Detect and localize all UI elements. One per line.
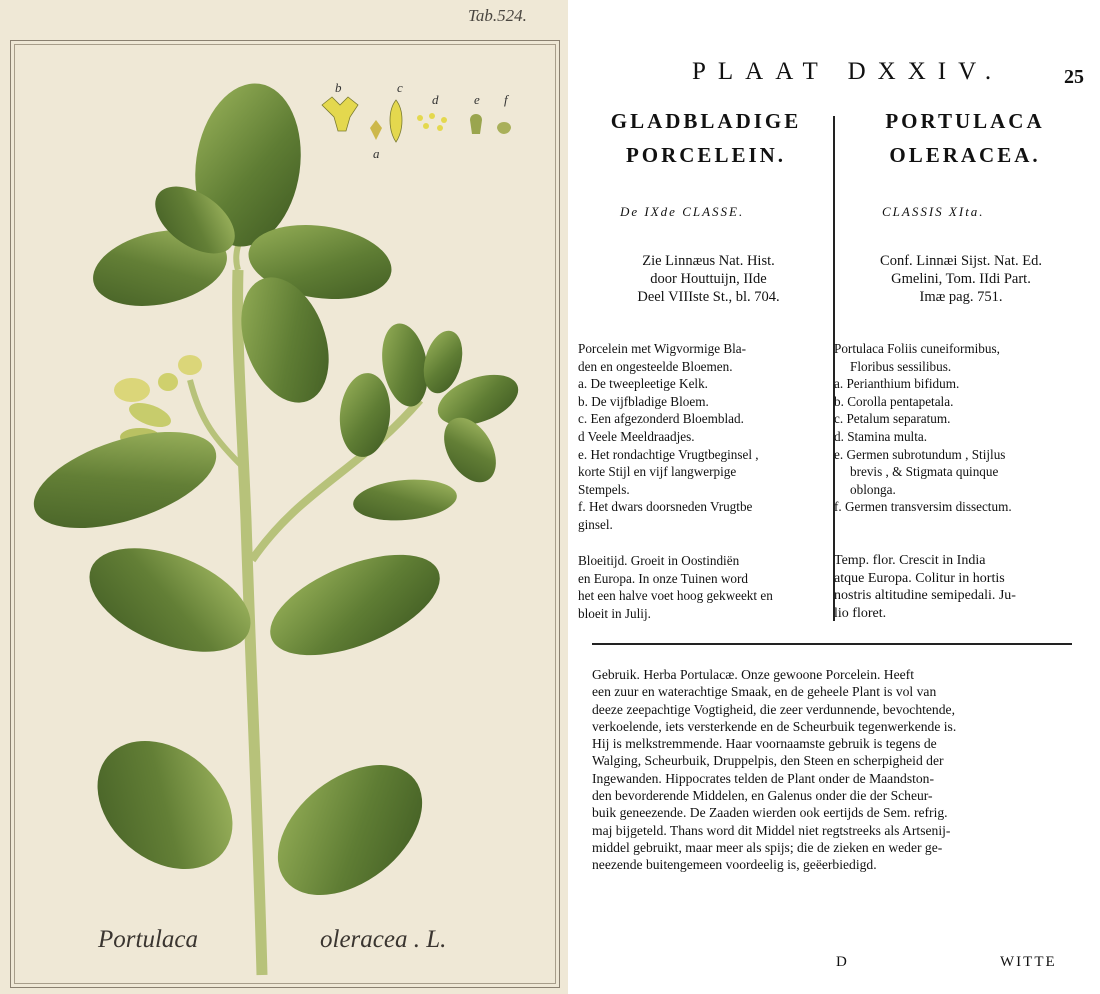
leaf [351, 476, 458, 525]
text-page [568, 0, 1100, 994]
detail-letter-c: c [397, 80, 403, 95]
usage-line: Gebruik. Herba Portulacæ. Onze gewoone Porcelein. Heeft [592, 667, 914, 682]
dutch-desc-line: korte Stijl en vijf langwerpige [578, 464, 737, 480]
latin-ref-line: Conf. Linnæi Sijst. Nat. Ed. [880, 253, 1042, 269]
detail-letter-e: e [474, 92, 480, 107]
dutch-bloei-line: het een halve voet hoog gekweekt en [578, 588, 773, 604]
leaf [336, 371, 393, 459]
usage-paragraph [592, 666, 1076, 874]
dutch-ref-line: Deel VIIIste St., bl. 704. [637, 289, 780, 305]
latin-ref-line: Imæ pag. 751. [919, 289, 1003, 305]
detail-letter-d: d [432, 92, 439, 107]
dutch-ref-line: door Houttuijn, IIde [650, 271, 767, 287]
dutch-desc-line: f. Het dwars doorsneden Vrugtbe [578, 499, 753, 515]
latin-ref-line: Gmelini, Tom. IIdi Part. [891, 271, 1031, 287]
dutch-desc-line: a. De tweeplеetige Kelk. [578, 376, 708, 392]
dutch-desc-line: Porcelein met Wigvormige Bla- [578, 341, 747, 356]
latin-bloei-line: atque Europa. Colitur in hortis [834, 570, 1005, 586]
section-rule [592, 643, 1072, 645]
usage-line: maj bijgeteld. Thans word dit Middel niet regtstreeks als Artsenij- [592, 822, 951, 838]
plate-tab-label: Tab.524. [468, 6, 527, 25]
latin-description [834, 340, 1012, 516]
dutch-flowering [578, 552, 773, 622]
signature-mark: D [836, 954, 849, 970]
latin-title-line-2: OLERACEA. [889, 143, 1041, 167]
dutch-description [578, 340, 759, 534]
detail-letter-a: a [373, 146, 380, 161]
dutch-bloei-line: en Europa. In onze Tuinen word [578, 570, 748, 586]
usage-line: verkoelende, iets versterkende en de Scheurbuik tegenwerkende is. [592, 718, 957, 734]
latin-desc-line: Portulaca Foliis cuneiformibus, [834, 341, 1000, 356]
caption-genus: Portulaca [98, 926, 198, 953]
dutch-desc-line: c. Een afgezonderd Bloemblad. [578, 411, 744, 427]
leaf [257, 534, 454, 676]
latin-desc-line: f. Germen transversim dissectum. [834, 499, 1012, 515]
dutch-title-line-2: PORCELEIN. [625, 143, 787, 167]
caption-species: oleracea . L. [320, 926, 447, 953]
usage-line: middel gebruikt, maar meer als spijs; die de zieken en weder ge- [592, 839, 943, 855]
dutch-title-line-1: GLADBLADIGE [610, 109, 802, 133]
usage-line: Walging, Scheurbuik, Druppelpis, den Steen en scherpigheid der [592, 753, 944, 769]
latin-desc-line: d. Stamina multa. [834, 428, 928, 444]
latin-class: CLASSIS XIta. [882, 204, 985, 219]
flower-cluster [114, 355, 202, 446]
page-heading: PLAAT DXXIV. [692, 58, 1004, 85]
dutch-desc-line: b. De vijfbladige Bloem. [578, 393, 709, 409]
latin-title-line-1: PORTULACA [885, 109, 1045, 133]
dutch-desc-line: ginsel. [578, 516, 613, 532]
latin-desc-line: a. Perianthium bifidum. [834, 376, 960, 392]
latin-bloei-line: lio floret. [834, 605, 887, 621]
leaf [253, 739, 446, 922]
usage-line: neezende buitengemeen voordeelig is, geëerbiedigd. [592, 857, 877, 873]
dutch-ref-line: Zie Linnæus Nat. Hist. [642, 253, 775, 269]
usage-line: buik geneezende. De Zaaden wierden ook eertijds de Sem. refrig. [592, 805, 948, 821]
detail-letter-b: b [335, 80, 342, 95]
catchword: WITTE [1000, 954, 1057, 970]
latin-desc-line: b. Corolla pentapetala. [834, 393, 954, 409]
dutch-desc-line: den en ongesteelde Bloemen. [578, 358, 733, 374]
page-number: 25 [1064, 66, 1084, 88]
latin-desc-line: e. Germen subrotundum , Stijlus [834, 446, 1006, 462]
latin-reference [836, 252, 1086, 306]
dutch-bloei-line: Bloeitijd. Groeit in Oostindiën [578, 553, 740, 568]
latin-desc-line: brevis , & Stigmata quinque [850, 464, 999, 480]
dutch-class: De IXde CLASSE. [620, 204, 745, 219]
latin-title [840, 104, 1090, 172]
leaf [72, 715, 258, 896]
latin-desc-line: c. Petalum separatum. [834, 411, 951, 427]
latin-flowering [834, 552, 1016, 622]
latin-desc-line: Floribus sessilibus. [850, 358, 952, 374]
latin-bloei-line: Temp. flor. Crescit in India [834, 553, 986, 568]
usage-line: deeze zeepachtige Vogtigheid, die zeer verdunnende, bevochtende, [592, 701, 955, 717]
usage-line: een zuur en waterachtige Smaak, en de geheele Plant is vol van [592, 684, 937, 700]
latin-desc-line: oblonga. [850, 481, 896, 497]
dutch-desc-line: e. Het rondachtige Vrugtbeginsel , [578, 446, 759, 462]
dutch-desc-line: d Veele Meeldraadjes. [578, 428, 695, 444]
usage-line: Hij is melkstremmende. Haar voornaamste gebruik is tegens de [592, 736, 937, 752]
flower-details [322, 97, 511, 142]
dutch-title [586, 104, 826, 172]
usage-line: den bevorderende Middelen, en Galenus onder die der Scheur- [592, 788, 933, 804]
dutch-desc-line: Stempels. [578, 481, 630, 497]
leaf [75, 527, 266, 672]
detail-letter-f: f [504, 92, 508, 107]
dutch-bloei-line: bloeit in Julij. [578, 605, 651, 621]
usage-line: Ingewanden. Hippocrates telden de Plant onder de Maandston- [592, 770, 935, 786]
latin-bloei-line: nostris altitudine semipedali. Ju- [834, 588, 1016, 604]
dutch-reference [586, 252, 831, 306]
